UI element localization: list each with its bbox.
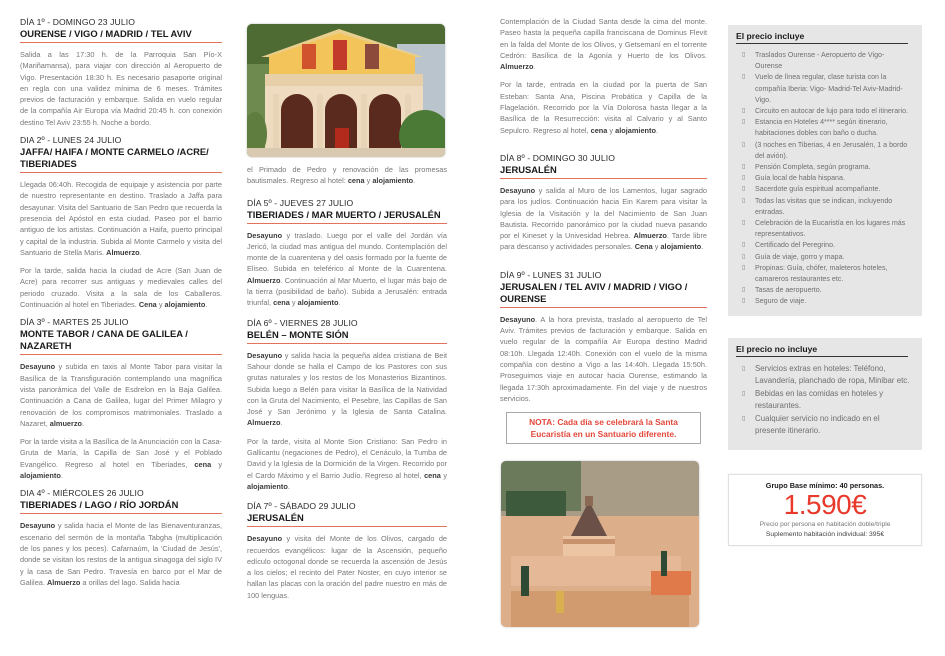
bullet-icon: ▯ <box>742 242 746 249</box>
day-4-continuation: el Primado de Pedro y renovación de las promesas bautismales. Regreso al hotel: cena y alojamiento. <box>247 165 447 186</box>
list-item: ▯ Pensión Completa, según programa. <box>742 162 910 173</box>
day-label: DIA 4º - MIÉRCOLES 26 JULIO <box>20 488 144 499</box>
day-label: DÍA 8º - DOMINGO 30 JULIO <box>500 152 615 163</box>
price-note: Precio por persona en habitación doble/triple <box>759 520 891 528</box>
bullet-icon: ▯ <box>742 108 746 115</box>
itinerary-column-1 <box>20 17 222 595</box>
day-label: DIA 2º - LUNES 24 JULIO <box>20 135 122 146</box>
day-title: JERUSALÉN <box>247 512 447 527</box>
bullet-icon: ▯ <box>742 390 746 397</box>
price-box <box>728 474 922 546</box>
list-item: ▯ Servicios extras en hoteles: Teléfono, Lavandería, planchado de ropa, Minibar etc. <box>742 363 910 386</box>
list-item: ▯ Circuito en autocar de lujo para todo el itinerario. <box>742 106 910 117</box>
bullet-icon: ▯ <box>742 287 746 294</box>
list-item: ▯ Certificado del Peregrino. <box>742 240 910 251</box>
basilica-image <box>247 24 445 157</box>
day-paragraph: Por la tarde, visita al Monte Sion Cristiano: San Pedro in Gallicantu (negaciones de Pedro), el Cenáculo, la Tumba de David y la Iglesia de la Dormición de la Virgen. Recorrido por el Cardo Máximo y el Barrio Judío. Regreso al hotel, cena y alojamiento. <box>247 436 448 491</box>
day-title: JERUSALÉN <box>500 164 707 179</box>
list-item: ▯ Tasas de aeropuerto. <box>742 285 910 296</box>
day-title: OURENSE / VIGO / MADRID / TEL AVIV <box>20 28 222 43</box>
list-item: ▯ (3 noches en Tiberias, 4 en Jerusalén, 1 a bordo del avión). <box>742 140 908 160</box>
bullet-icon: ▯ <box>742 175 746 182</box>
single-supplement: Suplemento habitación individual: 395€ <box>765 530 885 538</box>
bullet-icon: ▯ <box>742 365 746 372</box>
bullet-icon: ▯ <box>742 197 746 204</box>
bullet-icon: ▯ <box>742 253 746 260</box>
day-7-continuation: Contemplación de la Ciudad Santa desde la cima del monte. Paseo hasta la pequeña capilla franciscana de Dominus Flevit en la falda del Monte de los Olivos, y Getsemaní en el torrente Cedrón: Basílica de la Agonía y Huerto de los Olivos. Almuerzo. <box>500 17 707 72</box>
note-line-1: NOTA: Cada día se celebrará la Santa <box>529 417 678 428</box>
church-photo <box>247 24 445 157</box>
bullet-icon: ▯ <box>742 164 746 171</box>
day-title: MONTE TABOR / CANA DE GALILEA / NAZARETH <box>20 328 222 355</box>
day-1 <box>20 17 222 128</box>
day-label: DÍA 9º - LUNES 31 JULIO <box>500 269 602 280</box>
day-paragraph: Desayuno y subida en taxis al Monte Tabor para visitar la Basílica de la Transfiguración contemplando una magnífica vista panorámica del Valle de Esdrelon en la Baja Galilea. Continuación a Cana de Galilea, lugar del Primer Milagro y renovación de los compromisos matrimoniales. Traslado a Nazaret, almuerzo. <box>20 362 222 428</box>
day-label: DÍA 1º - DOMINGO 23 JULIO <box>20 17 135 27</box>
day-label: DÍA 6º - VIERNES 28 JULIO <box>247 317 358 328</box>
includes-box <box>728 25 922 316</box>
day-paragraph: Por la tarde visita a la Basílica de la Anunciación con la Casa-Gruta de María, la Capilla de San José y el Poblado Evangélico. Regreso al hotel en Tiberiades, cena y alojamiento. <box>20 437 223 481</box>
list-item: ▯ Cualquier servicio no indicado en el presente itinerario. <box>742 413 880 436</box>
list-item: ▯ Propinas: Guía, chófer, maleteros hoteles, camareros restaurantes etc. <box>742 263 888 284</box>
bullet-icon: ▯ <box>742 186 746 193</box>
day-7-afternoon: Por la tarde, entrada en la ciudad por la puerta de San Esteban: Santa Ana, Piscina Probática y Capilla de la Flagelación. Recorrido por la Vía Dolorosa hasta llegar a la Basílica de la Resurrección: visita al Calvario y al Santo Sepulcro. Regreso al hotel, cena y alojamiento. <box>500 80 707 135</box>
day-label: DÍA 5º - JUEVES 27 JULIO <box>247 197 354 208</box>
day-paragraph: Desayuno y salida al Muro de los Lamentos, lugar sagrado para los judíos. Continuación hacia Ein Karem para visitar la Iglesia de la Visitación y la del Nacimiento de San Juan Bautista. Recorrido panorámico por la ciudad nueva pasando por el Kineset y la Univesidad Hebrea. Almuerzo. Tarde libre para descanso y actividades personales. Cena y alojamiento. <box>500 185 707 252</box>
list-item: ▯ Seguro de viaje. <box>742 296 910 307</box>
bullet-icon: ▯ <box>742 52 746 58</box>
day-label: DÍA 3º - MARTES 25 JULIO <box>20 317 129 328</box>
day-paragraph: Por la tarde, salida hacia la ciudad de Acre (San Juan de Acre) para recorrer sus antiguas y medievales calles del periodo cruzado. Visita a la sala de los Caballeros. Continuación al hotel en Tiberiades. Cena y alojamiento. <box>20 266 222 310</box>
list-item: ▯ Celebración de la Eucaristía en los lugares más representativos. <box>742 219 906 239</box>
day-title: JERUSALEN / TEL AVIV / MADRID / VIGO / OURENSE <box>500 281 707 308</box>
day-9 <box>500 270 707 404</box>
day-title: JAFFA/ HAIFA / MONTE CARMELO /ACRE/ TIBERIADES <box>20 146 222 173</box>
nazareth-image <box>501 461 699 627</box>
minimum-group: Grupo Base mínimo: 40 personas. <box>765 480 885 490</box>
bullet-icon: ▯ <box>742 415 746 422</box>
list-item: ▯ Vuelo de línea regular, clase turista con la compañía Iberia: Vigo- Madrid-Tel Aviv-Madrid-Vigo. <box>742 73 903 104</box>
day-title: TIBERIADES / LAGO / RÍO JORDÁN <box>20 499 222 514</box>
excludes-list <box>736 363 910 438</box>
bullet-icon: ▯ <box>742 264 746 271</box>
list-item: ▯ Guía local de habla hispana. <box>742 173 910 184</box>
pricing-column <box>728 25 922 546</box>
price-amount: 1.590€ <box>783 488 867 520</box>
day-4 <box>20 488 222 588</box>
day-paragraph: Desayuno y visita del Monte de los Olivos, cargado de recuerdos evangélicos: lugar de la Ascensión, pequeño edículo octogonal donde se recuerda la ascensión de Jesús a los cielos; el recinto del Pater Noster, en cuyo interior se hallan las placas con la oración del padre nuestro en más de 100 lenguas. <box>247 534 447 600</box>
day-paragraph: Desayuno y traslado. Luego por el valle del Jordán vía Jericó, la ciudad mas antigua del mundo. Contemplación del monte de la cuarentena y del oasis formado por la fuente de Eliseo. Subida en teleférico al Monte de la Cuarentena. Almuerzo. Continuación al Mar Muerto, el lugar más bajo de la tierra (posibilidad de baño). Subida a Jerusalén: entrada triunfal, cena y alojamiento. <box>247 230 447 308</box>
day-paragraph: Llegada 06:40h. Recogida de equipaje y asistencia por parte de nuestro representante en destino. Traslado a Jaffa para desayunar. Visita del Santuario de San Pedro que recuerda la presencia del Apóstol en esta ciudad. Paseo por el barrio antiguo de los artistas. Continuación a Haifa, puerto principal y capital de la industria. Subida al Monte Carmelo y visita del Santuario de Stella Maris. Almuerzo. <box>20 180 222 257</box>
bullet-icon: ▯ <box>742 220 746 227</box>
note-line-2: Eucaristía en un Santuario diferente. <box>530 429 677 440</box>
bullet-icon: ▯ <box>742 141 746 148</box>
day-8 <box>500 153 707 253</box>
day-6 <box>247 318 447 493</box>
bullet-icon: ▯ <box>742 74 746 81</box>
nazareth-photo <box>501 461 699 627</box>
list-item: ▯ Estancia en Hoteles 4**** según itinerario, habitaciones dobles con baño o ducha. <box>742 118 888 138</box>
day-paragraph: Desayuno. A la hora prevista, traslado al aeropuerto de Tel Aviv. Trámites previos de facturación y embarque. Salida en vuelo regular de la compañía Air Europa destino Madrid 08:10h. Llegada 12:40h. Conexión con el vuelo de la misma compañía con destino a Vigo a las 14:40h. Llegada 15:50h. Proseguimos viaje en autocar hacia Ourense, estimando la llegada 17:30h aproximadamente. Fin del viaje y de nuestros servicios. <box>500 314 707 403</box>
day-paragraph: Desayuno y salida hacia el Monte de las Bienaventuranzas, escenario del sermón de la montaña Tabgha (multiplicación de los panes y los peces). Cafarnaúm, la 'Ciudad de Jesús', donde se visitan los restos de la antigua sinagoga del siglo IV y la casa de San Pedro. Travesía en barco por el Mar de Galilea. Almuerzo a orillas del lago. Salida hacia <box>20 521 222 587</box>
day-paragraph: Desayuno y salida hacia la pequeña aldea cristiana de Beit Sahour donde se halla el Campo de los Pastores con sus grutas naturales y los restos de los Monasterios Bizantinos. Subida luego a Belén para visitar la Basílica de la Natividad con la Gruta del Nacimiento, el Pesebre, las Capillas de San José y San Jerónimo y la Iglesia de Santa Catalina. Almuerzo. <box>247 350 447 428</box>
day-2 <box>20 135 222 310</box>
list-item: ▯ Traslados Ourense - Aeropuerto de Vigo-Ourense <box>742 51 885 71</box>
list-item: ▯ Guía de viaje, gorro y mapa. <box>742 252 910 263</box>
day-title: BELÉN – MONTE SIÓN <box>247 329 447 344</box>
list-item: ▯ Sacerdote guía espiritual acompañante. <box>742 184 910 195</box>
list-item: ▯ Bebidas en las comidas en hoteles y restaurantes. <box>742 388 884 411</box>
includes-list <box>736 50 910 308</box>
excludes-title: El precio no incluye <box>736 344 908 357</box>
day-title: TIBERIADES / MAR MUERTO / JERUSALÉN <box>247 209 447 224</box>
excludes-box <box>728 338 922 450</box>
itinerary-column-2 <box>247 24 447 608</box>
day-5 <box>247 198 447 309</box>
day-7 <box>247 501 447 601</box>
itinerary-column-3 <box>500 16 707 627</box>
eucharist-note <box>506 412 701 444</box>
day-label: DÍA 7º - SÁBADO 29 JULIO <box>247 501 356 512</box>
day-paragraph: Salida a las 17:30 h. de la Parroquia San Pío-X (Mariñamansa), para viajar con dirección al Aeropuerto de Vigo. Presentación 18:30 h. Es necesario pasaporte original en regla con una validez mínima de 6 meses. Trámites previos de facturación y embarque. Salida en vuelo regular de la compañía Air Europa vía Madrid 20:45 h. con conexión destino Tel Aviv 23:55 h. Noche a bordo. <box>20 50 222 127</box>
includes-title: El precio incluye <box>736 31 908 44</box>
day-3 <box>20 317 222 481</box>
bullet-icon: ▯ <box>742 119 746 126</box>
list-item: ▯ Todas las visitas que se indican, incluyendo entradas. <box>742 196 893 216</box>
bullet-icon: ▯ <box>742 298 746 305</box>
